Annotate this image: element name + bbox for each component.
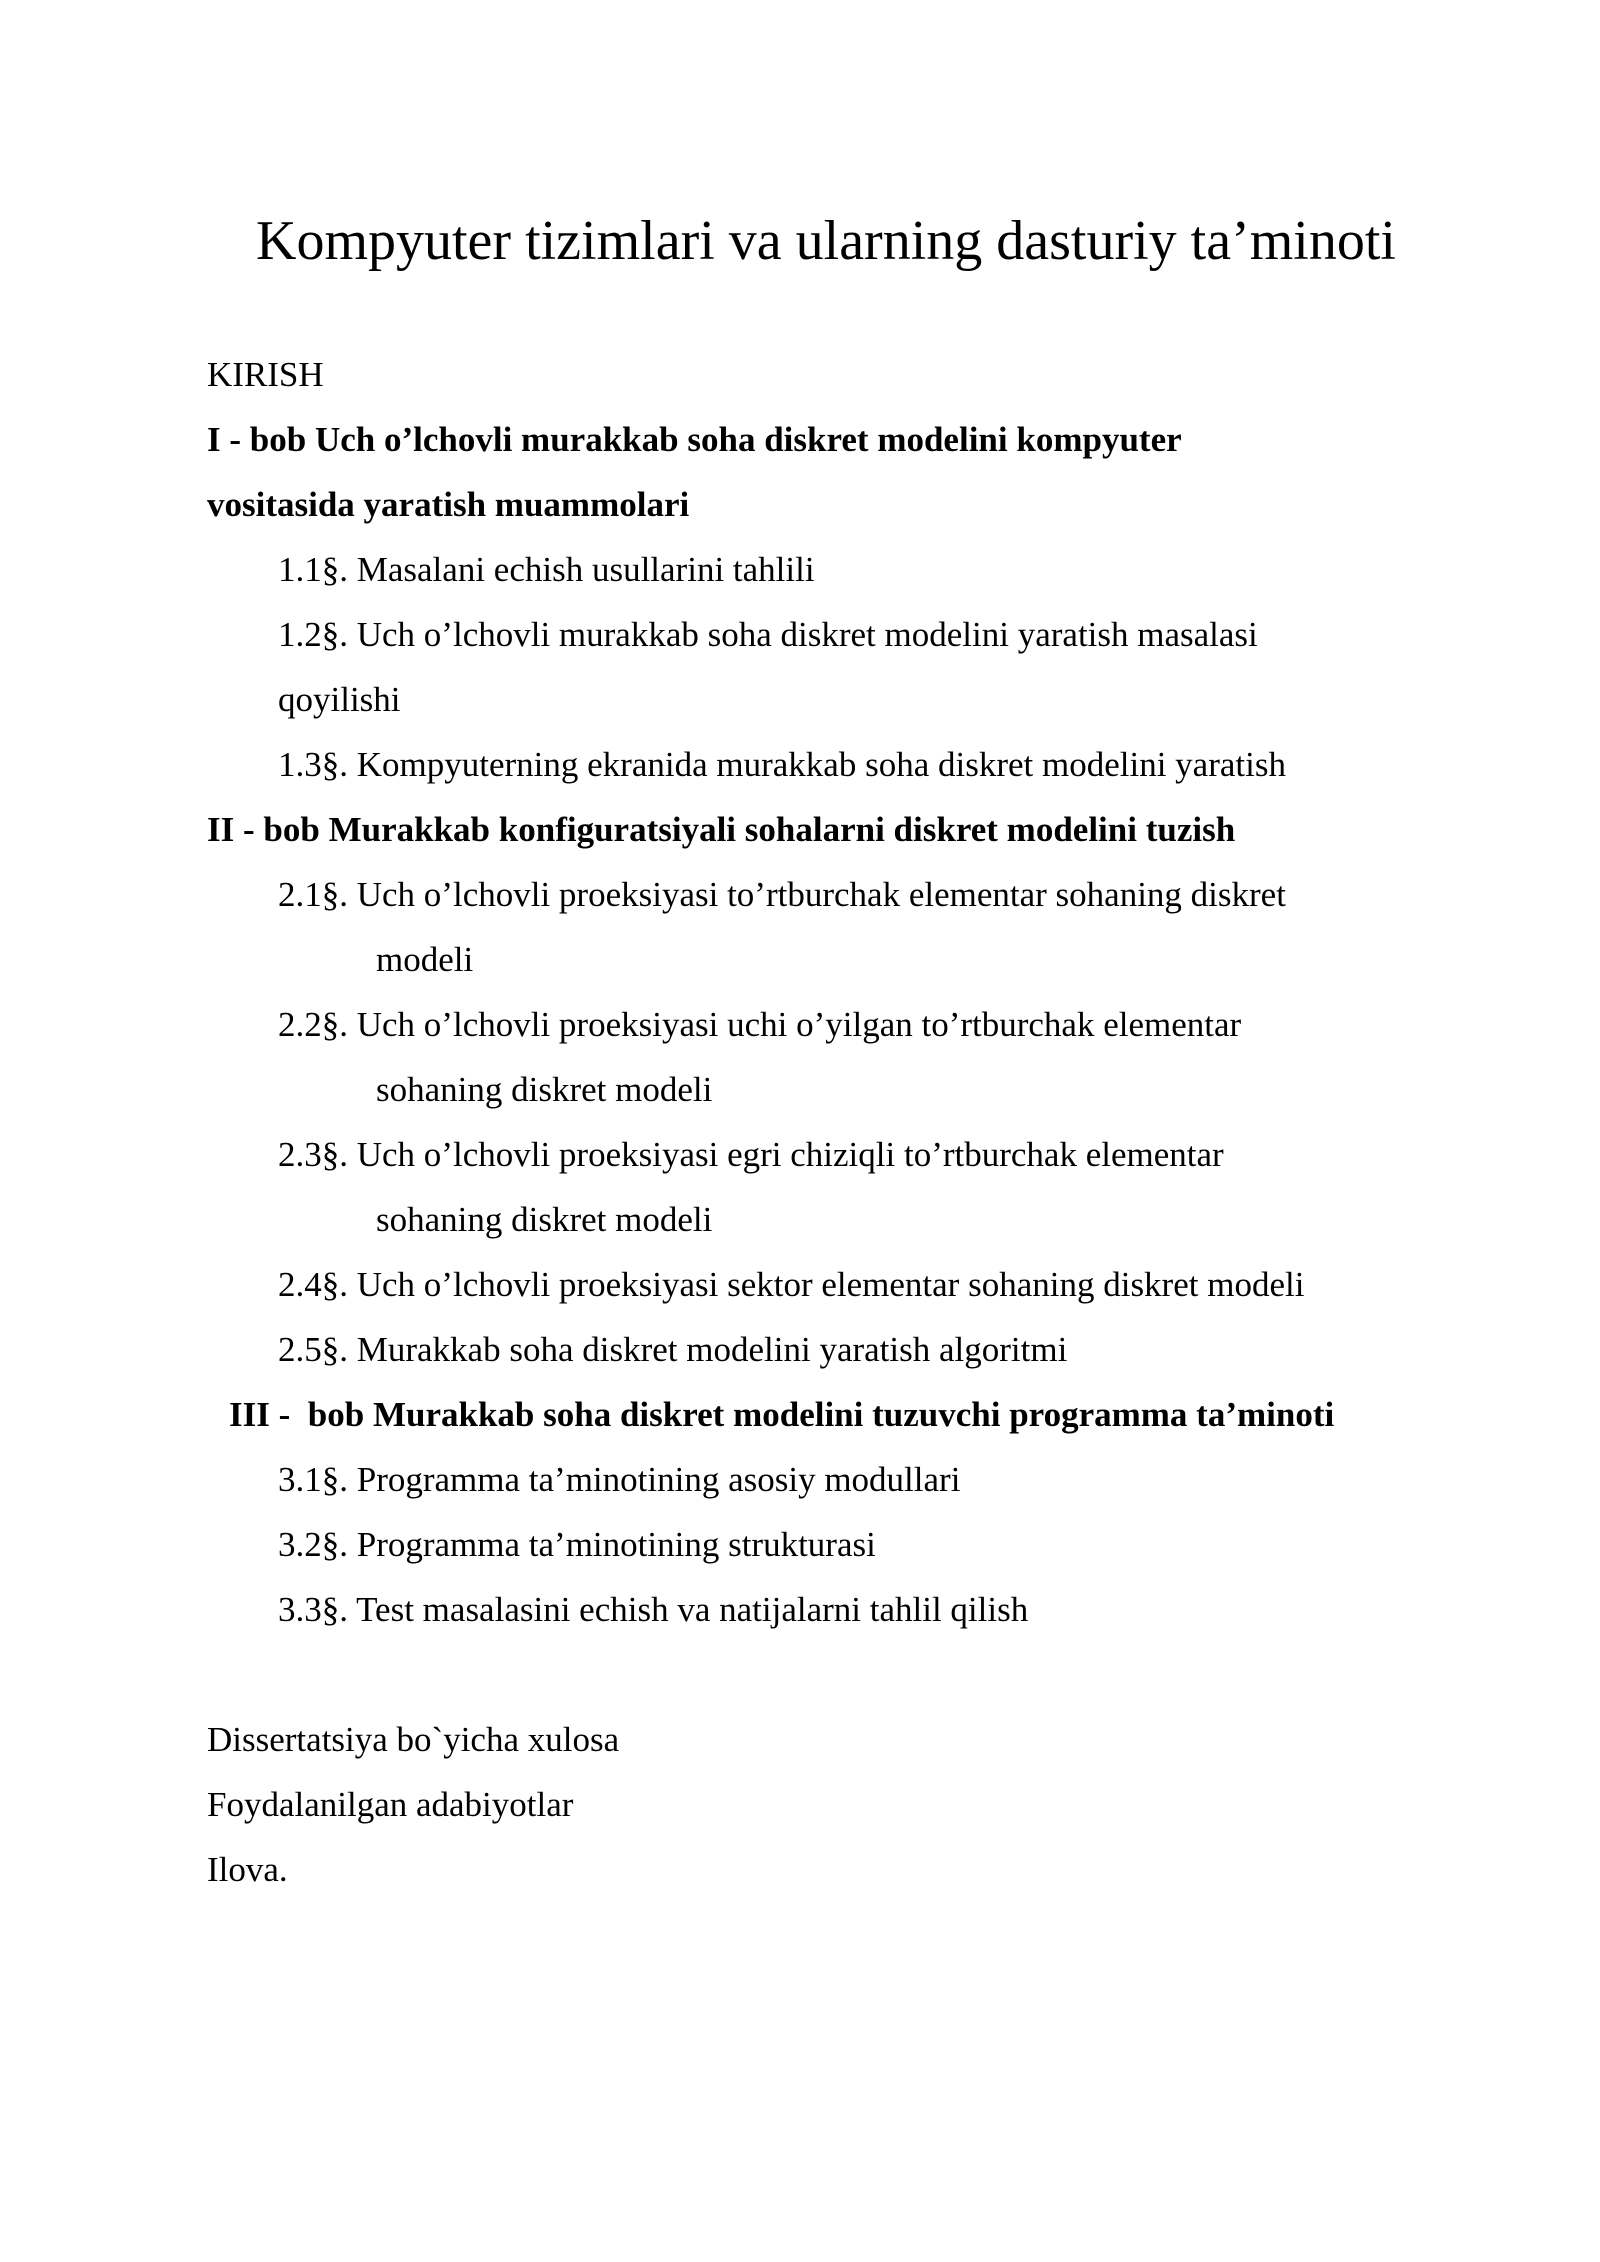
chapter-1-heading: I - bob Uch o’lchovli murakkab soha diskret modelini kompyuter <box>207 420 1182 459</box>
section-2-1: 2.1§. Uch o’lchovli proeksiyasi to’rtburchak elementar sohaning diskret <box>278 875 1286 914</box>
section-2-3-cont: sohaning diskret modeli <box>376 1200 713 1239</box>
section-3-1: 3.1§. Programma ta’minotining asosiy modullari <box>278 1460 961 1499</box>
section-1-1: 1.1§. Masalani echish usullarini tahlili <box>278 550 815 589</box>
chapter-3-heading: III - bob Murakkab soha diskret modelini tuzuvchi programma ta’minoti <box>229 1395 1335 1434</box>
section-2-2-cont: sohaning diskret modeli <box>376 1070 713 1109</box>
section-2-1-cont: modeli <box>376 940 474 979</box>
section-1-2-cont: qoyilishi <box>278 680 401 719</box>
chapter-1-heading-cont: vositasida yaratish muammolari <box>207 485 690 524</box>
toc-conclusion: Dissertatsiya bo`yicha xulosa <box>207 1720 620 1759</box>
section-1-2: 1.2§. Uch o’lchovli murakkab soha diskret modelini yaratish masalasi <box>278 615 1258 654</box>
section-1-3: 1.3§. Kompyuterning ekranida murakkab soha diskret modelini yaratish <box>278 745 1286 784</box>
section-2-5: 2.5§. Murakkab soha diskret modelini yaratish algoritmi <box>278 1330 1068 1369</box>
toc-references: Foydalanilgan adabiyotlar <box>207 1785 574 1824</box>
section-2-3: 2.3§. Uch o’lchovli proeksiyasi egri chiziqli to’rtburchak elementar <box>278 1135 1224 1174</box>
document-title: Kompyuter tizimlari va ularning dasturiy ta’minoti <box>256 210 1396 272</box>
toc-appendix: Ilova. <box>207 1850 288 1889</box>
chapter-2-heading: II - bob Murakkab konfiguratsiyali sohalarni diskret modelini tuzish <box>207 810 1236 849</box>
section-2-4: 2.4§. Uch o’lchovli proeksiyasi sektor elementar sohaning diskret modeli <box>278 1265 1305 1304</box>
toc-intro: KIRISH <box>207 355 324 394</box>
section-3-2: 3.2§. Programma ta’minotining strukturasi <box>278 1525 876 1564</box>
section-2-2: 2.2§. Uch o’lchovli proeksiyasi uchi o’yilgan to’rtburchak elementar <box>278 1005 1242 1044</box>
section-3-3: 3.3§. Test masalasini echish va natijalarni tahlil qilish <box>278 1590 1029 1629</box>
